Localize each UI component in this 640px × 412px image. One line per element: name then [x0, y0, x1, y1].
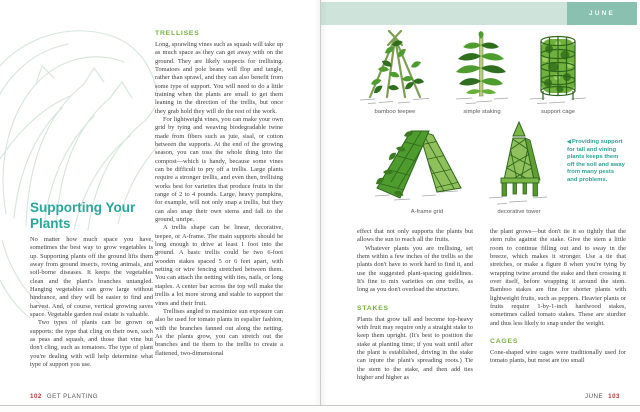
figure-caption: [567, 139, 626, 185]
trellises-paragraph: Long, sprawling vines such as squash will take up as much space as they can get away with on the ground. They are likely suspects for trellising. Tomatoes and pole beans will flop and tangle, rather than sprawl, and they can also benefit from some type of support. You will need to do a little training when the plants are small to get them leaning in the direction of the trellis, but once they grab hold they will do the rest of the work.: [155, 40, 283, 115]
right-page-number: 103: [608, 393, 620, 400]
body-paragraph: Whatever plants you are trellising, set them within a few inches of the trellis so the plants don't have to work hard to find it, and use the suggested plant-spacing guidelines. It's fine to mix varieties on one trellis, as long as you don't overload the structure.: [357, 244, 473, 294]
right-page-column-2: [490, 228, 626, 366]
page-gutter: [320, 0, 321, 405]
figure-label-simple-staking: simple staking: [463, 109, 501, 115]
intro-paragraph: Two types of plants can be grown on supports: the type that cling on their own, such as peas and squash, and those that vine but don't cling, such as tomatoes. The type of plant you're dealing with will help determine what type of support you use.: [30, 319, 153, 369]
left-footer-section: GET PLANTING: [46, 393, 99, 400]
left-arrow-icon: ◀: [567, 139, 571, 145]
page-title: Supporting Your Plants: [30, 200, 136, 231]
left-page-footer: [30, 393, 98, 400]
caption-text: Providing support for tall and vining plants keeps them off the soil and away from many pests and problems.: [567, 139, 625, 183]
stakes-paragraph: Plants that grow tall and become top-heavy with fruit may require only a straight stake to keep them upright. (It's best to position the stake at planting time; if you wait until after the plant is established, driving in the stake can injure the plant's spreading roots.) Tie the stem to the stake, and then add ties higher and higher as: [357, 315, 473, 381]
trellises-paragraph: Trellises angled to maximize sun exposure can also be used for tomato plants in espalier fashion, with the branches fanned out along the netting. As the plants grow, you can stretch out the branches and tie them to the trellis to create a flattened, two-dimensional: [155, 307, 283, 357]
support-cage-illustration: [527, 29, 589, 107]
month-header-bar: [321, 2, 637, 25]
figure-label-support-cage: support cage: [540, 109, 576, 115]
stake: [480, 33, 484, 96]
ground-strokes: [456, 98, 508, 104]
left-page-intro-column: [30, 236, 153, 370]
month-tab: [567, 2, 637, 25]
tower-finial: [513, 122, 525, 136]
body-paragraph: effect that not only supports the plants but allows the sun to reach all the fruits.: [357, 228, 473, 244]
bamboo-teepee-illustration: [358, 29, 432, 107]
decorative-tower-illustration: [487, 120, 551, 208]
figure-label-decorative-tower: decorative tower: [497, 209, 541, 215]
intro-paragraph: No matter how much space you have, sometimes the best way to grow vegetables is up. Supporting plants off the ground lifts them away from ground insects, roving animals, and soil-borne diseases. It keeps the vegetables clean and the plant's branches untangled. Hanging vegetables can grow large without hindrance, and they will be easier to find and harvest. And, of course, vertical growing saves space. Vegetable garden real estate is valuable.: [30, 236, 153, 319]
trellises-paragraph: For lightweight vines, you can make your own grid by tying and weaving biodegradable twine made from fibers such as jute, sisal, or cotton between the supports. At the end of the growing season, you can toss the whole thing into the compost—which is handy, because some vines can be difficult to pry off a trellis. Large plants require a stronger trellis, and even then, trellising works best for varieties that produce fruits in the range of 2 to 4 pounds. Large, heavy pumpkins, for example, will not only snap a trellis, but they can also snap their own stems and fall to the ground, unripe.: [155, 115, 283, 224]
simple-staking-illustration: [452, 29, 512, 107]
ground-strokes: [360, 99, 429, 104]
stakes-heading: STAKES: [357, 304, 389, 312]
a-frame-left-panel: [377, 131, 429, 198]
a-frame-grid-illustration: [374, 124, 464, 208]
left-page-number: 102: [30, 393, 42, 400]
trellises-paragraph: A trellis shape can be linear, decorative, teepee, or A-frame. The main supports should be long enough to drive at least 1 foot into the ground. A basic trellis could be two 6-foot wooden stakes spaced 5 or 6 feet apart, with netting or wire fencing stretched between them. You can attach the netting with ties, nails, or long staples. A center bar across the top will make the trellis a lot more strong and stable to support the vines and their fruit.: [155, 224, 283, 307]
gutter-shadow-right: [321, 0, 327, 405]
ground-strokes: [530, 98, 586, 104]
ground-strokes: [489, 197, 547, 204]
tower-legs: [502, 183, 538, 196]
figure-label-bamboo-teepee: bamboo teepee: [374, 109, 416, 115]
figure-label-a-frame-grid: A-frame grid: [410, 209, 444, 215]
right-footer-section: JUNE: [585, 393, 604, 400]
cages-paragraph: Cone-shaped wire cages were traditionally used for tomato plants, but most are too small: [490, 348, 626, 365]
month-tab-label: JUNE: [588, 10, 616, 17]
right-page-column-1: [357, 228, 473, 382]
tower-base-band: [501, 178, 539, 183]
body-paragraph: the plant grows—but don't tie it so tightly that the stem rubs against the stake. Give the stem a little room to continue filling out and to sway in the breeze, which makes it stronger. Use a tie that stretches, or make a figure 8 when you're tying by wrapping twine around the stake and then crossing it over itself, before wrapping it around the stem. Bamboo stakes are fine for shorter plants with lightweight fruits, such as peppers. Heavier plants or fruits require 1-by-1-inch hardwood stakes, sometimes called tomato stakes. These are sturdier and thus less likely to snap under the weight.: [490, 228, 626, 327]
trellises-heading: TRELLISES: [155, 30, 200, 37]
trellises-column: [155, 30, 283, 358]
right-page-footer: [585, 393, 620, 400]
cages-heading: CAGES: [490, 338, 519, 346]
